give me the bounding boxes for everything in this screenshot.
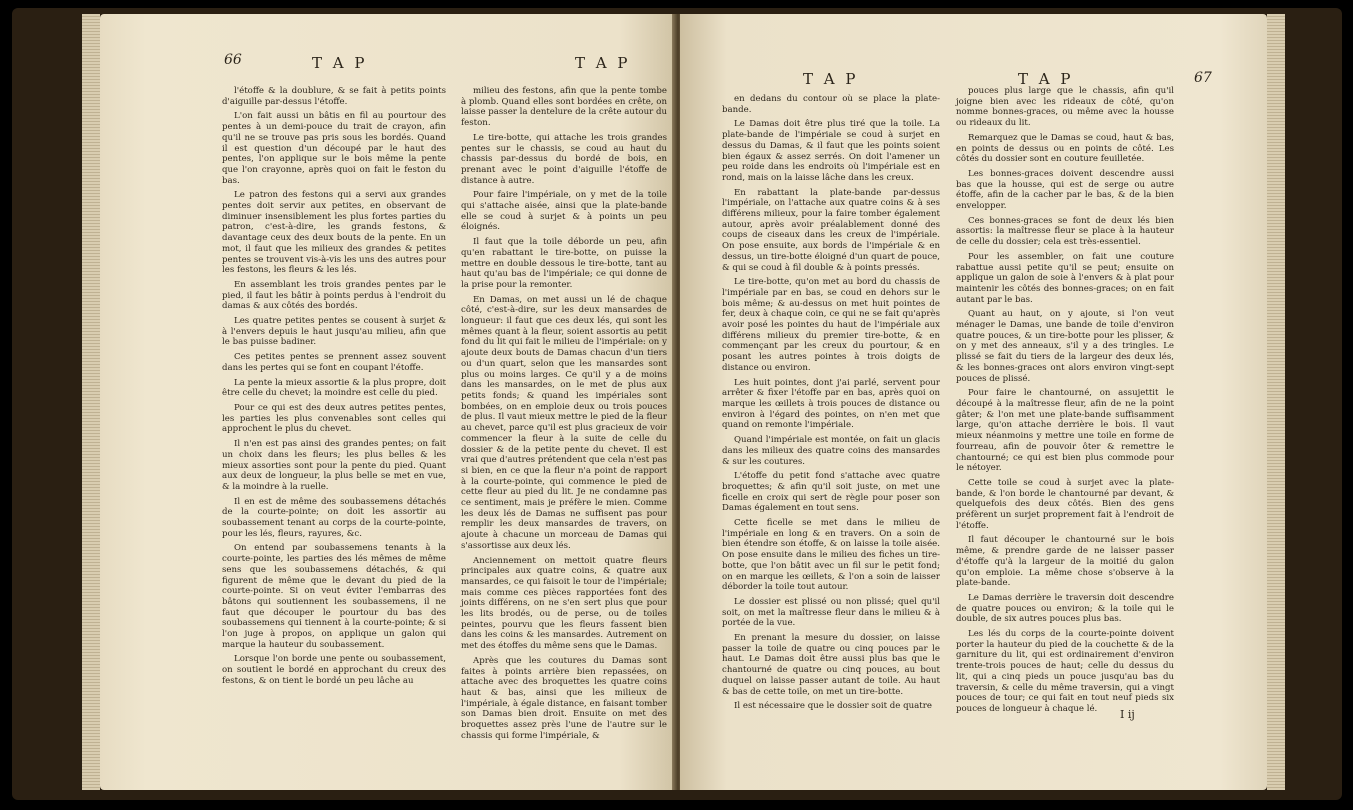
paragraph: Pour faire l'impériale, on y met de la toile qui s'attache aisée, ainsi que la plate-bande elle se coud à surjet & à points un peu éloignés. bbox=[461, 190, 667, 233]
paragraph: Pour ce qui est des deux autres petites pentes, les parties les plus convenables sont celles qui approchent le plus du chevet. bbox=[222, 402, 446, 435]
paragraph: Les lés du corps de la courte-pointe doivent porter la hauteur du pied de la couchette & de la garniture du lit, qui est ordinairement d'environ trente-trois pouces de haut; celle du dessus du lit, qui a cinq pieds un pouce jusqu'au bas du traversin, & celle du même traversin, qui a vingt pouces de tour; ce qui fait en tout neuf pieds six pouces de longueur à chaque lé. bbox=[956, 629, 1174, 714]
page-edges-left bbox=[82, 14, 100, 790]
paragraph: Il faut que la toile déborde un peu, afin qu'en rabattant le tire-botte, on puisse la mettre en double dessous le tire-botte, tant au haut qu'au bas de l'impériale; ce qui donne de la prise pour la remonter. bbox=[461, 237, 667, 290]
paragraph: Quant au haut, on y ajoute, si l'on veut ménager le Damas, une bande de toile d'environ quatre pouces, & un tire-botte pour les plisser, & on y met des anneaux, s'il y a des tringles. Le plissé se fait du tiers de la largeur des deux lés, & les bonnes-graces ont alors environ vingt-sept pouces de plissé. bbox=[956, 309, 1174, 384]
running-header-left-col1: T A P bbox=[312, 54, 368, 72]
paragraph: L'on fait aussi un bâtis en fil au pourtour des pentes à un demi-pouce du trait de crayon, afin qu'il ne se trouve pas pris sous les bordés. Quand il est question d'un découpé par le haut des pentes, l'on applique sur le bois même la pente que l'on crayonne, après quoi on fait le feston du bas. bbox=[222, 111, 446, 186]
paragraph: En Damas, on met aussi un lé de chaque côté, c'est-à-dire, sur les deux mansardes de longueur: il faut que ces deux lés, qui sont les mêmes quant à la fleur, soient assortis au petit fond du lit qui fait le milieu de l'impériale: on y ajoute deux bouts de Damas chacun d'un tiers ou d'un quart, selon que les mansardes sont plus ou moins larges. Ce qu'il y a de moins dans les mansardes, on le met de plus aux petits fonds; & quand les impériales sont bombées, on en emploie deux ou trois pouces de plus. Il vaut mieux mettre le pied de la fleur au chevet, parce qu'il est plus gracieux de voir commencer la fleur à la suite de celle du dossier & de la petite pente du chevet. Il est vrai que d'autres prétendent que cela n'est pas si bien, en ce que la fleur n'a point de rapport à la courte-pointe, qui commence le pied de cette fleur au pied du lit. Je ne condamne pas ce sentiment, mais je préfère le mien. Comme les deux lés de Damas ne suffisent pas pour remplir les deux mansardes de travers, on ajoute à chacune un morceau de Damas qui s'assortisse aux deux lés. bbox=[461, 294, 667, 551]
right-page bbox=[680, 14, 1267, 790]
paragraph: en dedans du contour où se place la plate-bande. bbox=[722, 94, 940, 115]
page-number-left: 66 bbox=[224, 52, 242, 68]
paragraph: Ces petites pentes se prennent assez souvent dans les pertes qui se font en coupant l'étoffe. bbox=[222, 352, 446, 373]
paragraph: milieu des festons, afin que la pente tombe à plomb. Quand elles sont bordées en crête, on laisse passer la dentelure de la crête autour du feston. bbox=[461, 86, 667, 129]
paragraph: Le dossier est plissé ou non plissé; quel qu'il soit, on met la maîtresse fleur dans le milieu & à portée de la vue. bbox=[722, 596, 940, 629]
running-header-left-col2: T A P bbox=[575, 54, 631, 72]
paragraph: Après que les coutures du Damas sont faites à points arrière bien repassées, on attache avec des broquettes les quatre coins haut & bas, ainsi que les milieux de l'impériale, à égale distance, en faisant tomber son Damas bien droit. Ensuite on met des broquettes assez près l'une de l'autre sur le chassis qui forme l'impériale, & bbox=[461, 655, 667, 741]
paragraph: En assemblant les trois grandes pentes par le pied, il faut les bâtir à points perdus à l'endroit du damas & aux côtés des bordés. bbox=[222, 279, 446, 312]
left-page-column-2 bbox=[461, 86, 667, 741]
paragraph: Pour faire le chantourné, on assujettit le découpé à la maîtresse fleur, afin de ne la point gâter; & l'on met une plate-bande suffisamment large, qu'on attache derrière le bois. Il vaut mieux néanmoins y mettre une toile en forme de fourreau, afin de pouvoir ôter & remettre le chantourné; ce qui est bien plus commode pour le nétoyer. bbox=[956, 388, 1174, 474]
paragraph: Il n'en est pas ainsi des grandes pentes; on fait un choix dans les fleurs; les plus belles & les mieux assorties sont pour la pente du pied. Quant aux deux de longueur, la plus belle se met en vue, & la moindre à la ruelle. bbox=[222, 439, 446, 492]
paragraph: Quand l'impériale est montée, on fait un glacis dans les milieux des quatre coins des mansardes & sur les coutures. bbox=[722, 435, 940, 467]
paragraph: Le patron des festons qui a servi aux grandes pentes doit servir aux petites, en observant de diminuer insensiblement les plus fortes parties du patron, c'est-à-dire, les grands festons, & davantage ceux des deux bouts de la pente. En un mot, il faut que les milieux des grandes & petites pentes se trouvent vis-à-vis les uns des autres pour les festons, les fleurs & les lés. bbox=[222, 190, 446, 276]
paragraph: Il en est de même des soubassemens détachés de la courte-pointe; on doit les assortir au soubassement tenant au corps de la courte-pointe, pour les lés, fleurs, rayures, &c. bbox=[222, 496, 446, 539]
paragraph: Il est nécessaire que le dossier soit de quatre bbox=[734, 701, 932, 712]
paragraph: Le tire-botte, qu'on met au bord du chassis de l'impériale par en bas, se coud en dehors sur le bois même; & au-dessus on met huit pointes de fer, deux à chaque coin, ce qui ne se fait qu'après avoir posé les pointes du haut de l'impériale aux différens milieux du premier tire-botte, & en commençant par les creux du pourtour, & en posant les autres pointes à trois doigts de distance ou environ. bbox=[722, 277, 940, 373]
paragraph: Ces bonnes-graces se font de deux lés bien assortis: la maîtresse fleur se place à la hauteur de celle du dossier; cela est très-essentiel. bbox=[956, 215, 1174, 248]
right-page-column-2 bbox=[956, 86, 1174, 714]
left-page-column-1 bbox=[222, 86, 446, 776]
paragraph: Les bonnes-graces doivent descendre aussi bas que la housse, qui est de serge ou autre étoffe, afin de la cacher par le bas, & de la bien envelopper. bbox=[956, 168, 1174, 212]
paragraph: l'étoffe & la doublure, & se fait à petits points d'aiguille par-dessus l'étoffe. bbox=[222, 86, 446, 107]
right-page-column-1 bbox=[722, 94, 940, 746]
paragraph: L'étoffe du petit fond s'attache avec quatre broquettes; & afin qu'il soit juste, on met une ficelle en croix qui sert de règle pour poser son Damas également en tout sens. bbox=[722, 471, 940, 514]
paragraph: La pente la mieux assortie & la plus propre, doit être celle du chevet; la moindre est celle du pied. bbox=[222, 377, 446, 399]
paragraph: pouces plus large que le chassis, afin qu'il joigne bien avec les rideaux de côté, qu'on nomme bonnes-graces, ou même avec la housse ou rideaux du lit. bbox=[956, 86, 1174, 129]
paragraph: Anciennement on mettoit quatre fleurs principales aux quatre coins, & quatre aux mansardes, ce qui faisoit le tour de l'impériale; mais comme ces pièces rapportées font des joints différens, on ne s'en sert plus que pour les lits brodés, ou de perse, ou de toiles peintes, pourvu que les fleurs fassent bien dans les coins & les mansardes. Autrement on met des étoffes du même sens que le Damas. bbox=[461, 555, 667, 652]
paragraph: Pour les assembler, on fait une couture rabattue aussi petite qu'il se peut; ensuite on applique un galon de soie à l'envers & à plat pour maintenir les côtés des bonnes-graces; on en fait autant par le bas. bbox=[956, 251, 1174, 305]
paragraph: On entend par soubassemens tenants à la courte-pointe, les parties des lés mêmes de même sens que les soubassemens détachés, & qui figurent de même que le devant du pied de la courte-pointe. Si on veut éviter l'embarras des bâtons qui soutiennent les soubassemens, il ne faut que découper le pourtour du bas des soubassemens qui tiennent à la courte-pointe; & si l'on juge à propos, on applique un galon qui marque la hauteur du soubassement. bbox=[222, 543, 446, 650]
paragraph: Cette toile se coud à surjet avec la plate-bande, & l'on borde le chantourné par devant, & quelquefois des deux côtés. Bien des gens préfèrent un surjet proprement fait à l'endroit de l'étoffe. bbox=[956, 477, 1174, 531]
paragraph: Le Damas doit être plus tiré que la toile. La plate-bande de l'impériale se coud à surjet en dessus du Damas, & il faut que les points soient bien égaux & assez serrés. On doit l'amener un peu roide dans les endroits où l'impériale est en rond, mais on la laisse lâche dans les creux. bbox=[722, 119, 940, 183]
paragraph: Cette ficelle se met dans le milieu de l'impériale en long & en travers. On a soin de bien étendre son étoffe, & on laisse la toile aisée. On pose ensuite dans le milieu des fiches un tire-botte, que l'on bâtit avec un fil sur le petit fond; on en marque les œillets, & l'on a soin de laisser déborder la toile tout autour. bbox=[722, 518, 940, 593]
left-page bbox=[100, 14, 677, 790]
running-header-right-col2: T A P bbox=[1018, 70, 1074, 88]
paragraph: En rabattant la plate-bande par-dessus l'impériale, on l'attache aux quatre coins & à ses différens milieux, pour la faire tomber également autour, après avoir préalablement donné des coups de ciseaux dans les creux de l'impériale. On pose ensuite, aux bords de l'impériale & en dessus, un tire-botte éloigné d'un quart de pouce, & qui se coud à fil double & à points pressés. bbox=[722, 187, 940, 273]
paragraph: Remarquez que le Damas se coud, haut & bas, en points de dessus ou en points de côté. Les côtés du dossier sont en couture feuilletée. bbox=[956, 132, 1174, 165]
paragraph: Les huit pointes, dont j'ai parlé, servent pour arrêter & fixer l'étoffe par en bas, après quoi on marque les œillets à trois pouces de distance ou environ à l'égard des pointes, on n'en met que quand on remonte l'impériale. bbox=[722, 377, 940, 431]
paragraph: Lorsque l'on borde une pente ou soubassement, on soutient le bordé en approchant du creux des festons, & on tient le bordé un peu lâche au bbox=[222, 654, 446, 686]
page-edges-right bbox=[1267, 14, 1285, 790]
paragraph: Les quatre petites pentes se cousent à surjet & à l'envers depuis le haut jusqu'au milieu, afin que le bas puisse badiner. bbox=[222, 316, 446, 348]
page-number-right: 67 bbox=[1194, 70, 1212, 86]
paragraph: En prenant la mesure du dossier, on laisse passer la toile de quatre ou cinq pouces par le haut. Le Damas doit être aussi plus bas que le chantourné de quatre ou cinq pouces, au bout duquel on laisse passer autant de toile. Au haut & bas de cette toile, on met un tire-botte. bbox=[722, 633, 940, 697]
paragraph: Le Damas derrière le traversin doit descendre de quatre pouces ou environ; & la toile qui le double, de six autres pouces plus bas. bbox=[956, 592, 1174, 625]
paragraph: Il faut découper le chantourné sur le bois même, & prendre garde de ne laisser passer d'étoffe qu'à la largeur de la moitié du galon qu'on emploie. La même chose s'observe à la plate-bande. bbox=[956, 535, 1174, 589]
signature-mark: I ij bbox=[1120, 708, 1135, 721]
paragraph: Le tire-botte, qui attache les trois grandes pentes sur le chassis, se coud au haut du chassis par-dessus du bordé de bois, en prenant avec le point d'aiguille l'étoffe de distance à autre. bbox=[461, 132, 667, 186]
running-header-right-col1: T A P bbox=[803, 70, 859, 88]
